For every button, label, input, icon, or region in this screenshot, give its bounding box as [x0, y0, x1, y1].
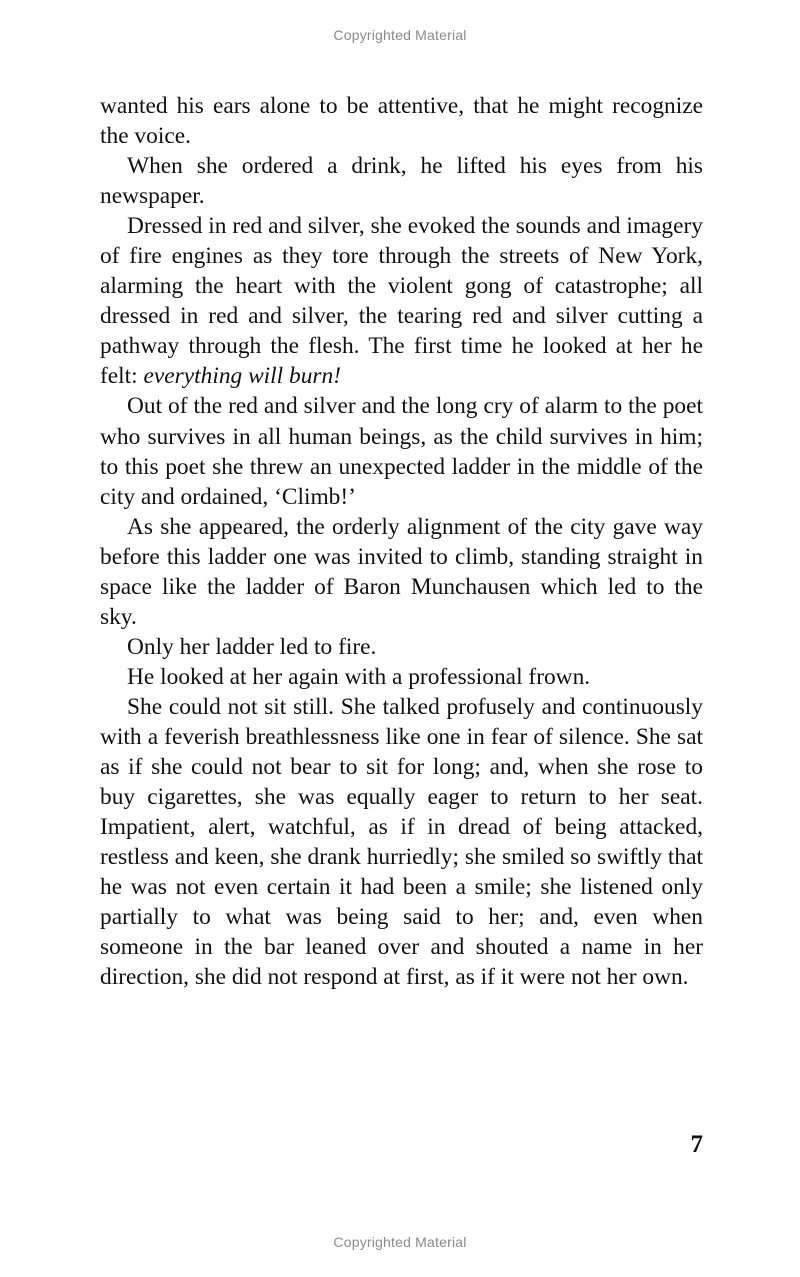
paragraph-3-italic: everything will burn! — [143, 363, 341, 390]
paragraph-2: When she ordered a drink, he lifted his eyes from his newspaper. — [100, 153, 703, 210]
paragraph-7: He looked at her again with a professional frown. — [127, 663, 591, 690]
paragraph-5: As she appeared, the orderly alignment of the city gave way before this ladder one was invited to climb, standing straight in space like the ladder of Baron Munchausen which led to the sky. — [100, 513, 703, 630]
page-body-text — [100, 91, 703, 992]
copyright-watermark-bottom: Copyrighted Material — [333, 1234, 467, 1250]
paragraph-3 — [100, 211, 703, 391]
paragraph-8: She could not sit still. She talked profusely and continuously with a feverish breathlessness like one in fear of silence. She sat as if she could not bear to sit for long; and, when she rose to buy cigarettes, she was equally eager to return to her seat. Impatient, alert, watchful, as if in dread of being attacked, restless and keen, she drank hurriedly; she smiled so swiftly that he was not even certain it had been a smile; she listened only partially to what was being said to her; and, even when someone in the bar leaned over and shouted a name in her direction, she did not respond at first, as if it were not her own. — [100, 693, 703, 991]
paragraph-4: Out of the red and silver and the long cry of alarm to the poet who survives in all human beings, as the child survives in him; to this poet she threw an unexpected ladder in the middle of the city and ordained, ‘Climb!’ — [100, 393, 703, 510]
paragraph-6: Only her ladder led to fire. — [127, 633, 377, 660]
copyright-watermark-top: Copyrighted Material — [333, 27, 467, 43]
paragraph-1: wanted his ears alone to be attentive, that he might recognize the voice. — [100, 93, 703, 150]
paragraph-3-text: Dressed in red and silver, she evoked the sounds and imagery of fire engines as they tore through the streets of New York, alarming the heart with the violent gong of catastrophe; all dressed in red and silver, the tearing red and silver cutting a pathway through the flesh. The first time he looked at her he felt: — [100, 213, 703, 390]
page-number: 7 — [690, 1131, 703, 1158]
